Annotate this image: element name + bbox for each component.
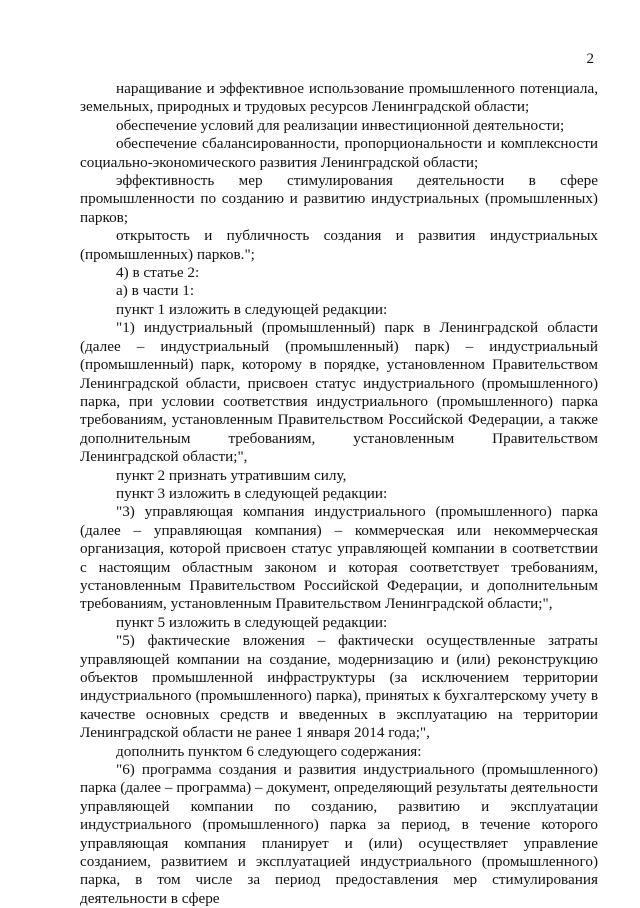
paragraph: "5) фактические вложения – фактически осуществленные затраты управляющей компании на создание, модернизацию и (или) реконструкцию объектов промышленной инфраструктуры (за исключением территории индустриального (промышленного) парка), принятых к бухгалтерскому учету в качестве основных средств и введенных в эксплуатацию на территории Ленинградской области не ранее 1 января 2014 года;",: [80, 632, 598, 742]
paragraph: обеспечение сбалансированности, пропорциональности и комплексности социально-экономического развития Ленинградской области;: [80, 135, 598, 171]
paragraph: открытость и публичность создания и развития индустриальных (промышленных) парков.";: [80, 227, 598, 263]
paragraph: наращивание и эффективное использование промышленного потенциала, земельных, природных и трудовых ресурсов Ленинградской области;: [80, 80, 598, 116]
paragraph: а) в части 1:: [116, 282, 195, 300]
paragraph: пункт 1 изложить в следующей редакции:: [116, 300, 388, 318]
paragraph: "1) индустриальный (промышленный) парк в Ленинградской области (далее – индустриальный (промышленный) парк) – индустриальный (промышленный) парк, которому в порядке, установленном Правительством Ленинградской области, присвоен статус индустриального (промышленного) парка, при условии соответствия индустриального (промышленного) парка требованиям, установленным Правительством Российской Федерации, а также дополнительным требованиям, установленным Правительством Ленинградской области;",: [80, 319, 598, 466]
document-body: [80, 80, 598, 908]
paragraph: обеспечение условий для реализации инвестиционной деятельности;: [116, 116, 565, 134]
paragraph: пункт 2 признать утратившим силу,: [116, 466, 347, 484]
page-number: 2: [586, 51, 594, 67]
paragraph: 4) в статье 2:: [116, 264, 200, 282]
paragraph: "6) программа создания и развития индустриального (промышленного) парка (далее – программа) – документ, определяющий результаты деятельности управляющей компании по созданию, развитию и эксплуатации индустриального (промышленного) парка за период, в течение которого управляющая компания планирует и (или) осуществляет управление созданием, развитием и эксплуатацией индустриального (промышленного) парка, в том числе за период предоставления мер стимулирования деятельности в сфере: [80, 761, 598, 907]
paragraph: пункт 5 изложить в следующей редакции:: [116, 613, 388, 631]
paragraph: пункт 3 изложить в следующей редакции:: [116, 484, 388, 502]
paragraph: "3) управляющая компания индустриального (промышленного) парка (далее – управляющая компания) – коммерческая или некоммерческая организация, которой присвоен статус управляющей компании в соответствии с настоящим областным законом и которая соответствует требованиям, установленным Правительством Российской Федерации, и дополнительным требованиям, установленным Правительством Ленинградской области;",: [80, 503, 598, 613]
paragraph: эффективность мер стимулирования деятельности в сфере промышленности по созданию и развитию индустриальных (промышленных) парков;: [80, 172, 598, 226]
paragraph: дополнить пунктом 6 следующего содержания:: [116, 742, 422, 760]
